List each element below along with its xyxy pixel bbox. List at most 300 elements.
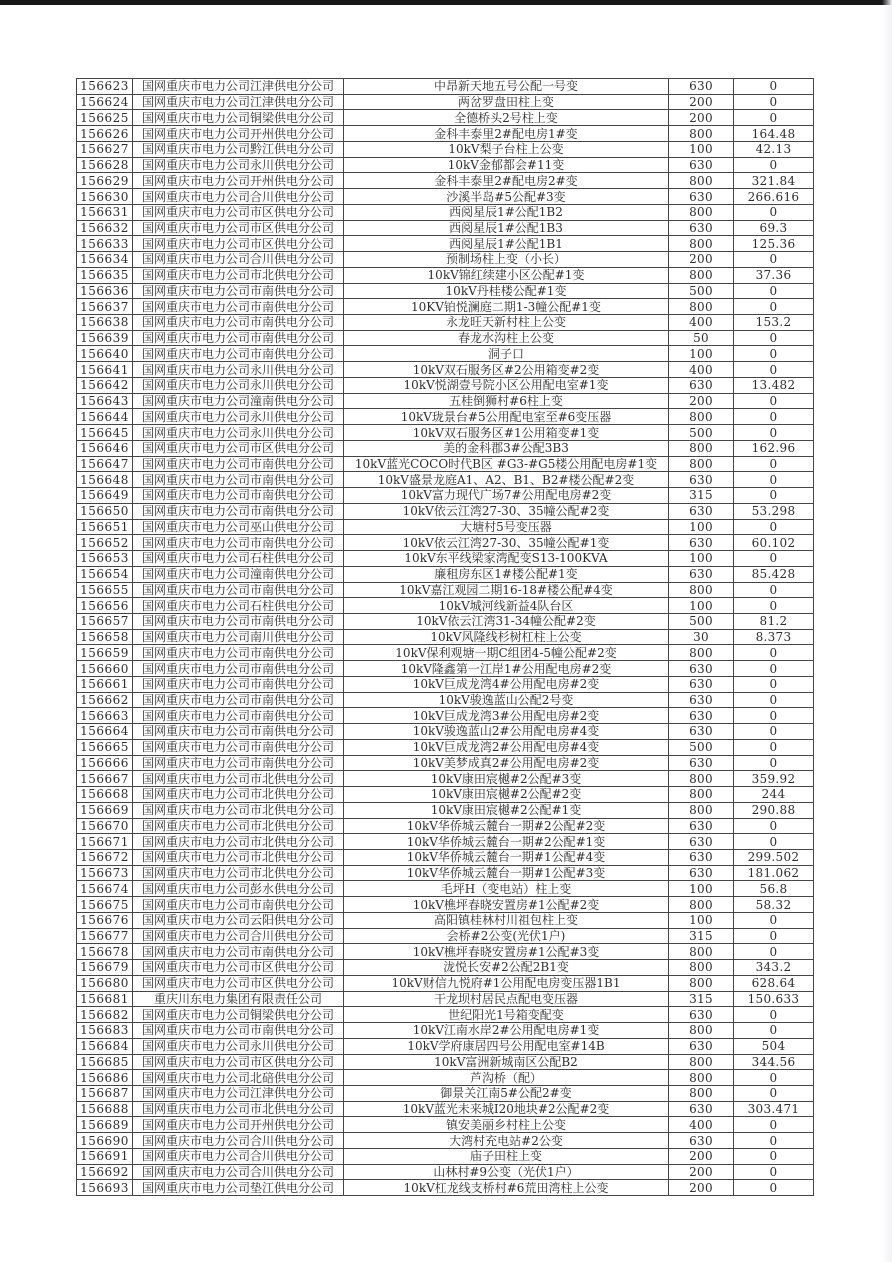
row-station-name-cell: 10kV珑景台#5公用配电室至#6变压器 <box>344 409 669 425</box>
table-row <box>77 818 814 834</box>
row-value-cell: 290.88 <box>734 802 814 818</box>
row-station-name-cell: 10KV铂悦澜庭二期1-3幢公配#1变 <box>344 299 669 315</box>
row-company-cell: 国网重庆市电力公司市南供电分公司 <box>133 503 344 519</box>
row-id-cell: 156675 <box>77 897 133 913</box>
row-station-name-cell: 永龙旺天新村柱上公变 <box>344 315 669 331</box>
row-id-cell: 156674 <box>77 881 133 897</box>
row-value-cell: 303.471 <box>734 1101 814 1117</box>
table-row <box>77 912 814 928</box>
row-station-name-cell: 10kV华侨城云麓台一期#2公配#1变 <box>344 834 669 850</box>
table-row <box>77 897 814 913</box>
row-station-name-cell: 10kV双石服务区#2公用箱变#2变 <box>344 362 669 378</box>
row-id-cell: 156665 <box>77 739 133 755</box>
row-station-name-cell: 10kV学府康居四号公用配电室#14B <box>344 1038 669 1054</box>
row-station-name-cell: 10kV杠龙线支桥村#6荒田湾柱上公变 <box>344 1180 669 1196</box>
row-value-cell: 0 <box>734 944 814 960</box>
row-station-name-cell: 金科丰泰里2#配电房2#变 <box>344 173 669 189</box>
table-row <box>77 503 814 519</box>
row-capacity-cell: 630 <box>669 1133 734 1149</box>
row-station-name-cell: 10kV嘉江观园二期16-18#楼公配#4变 <box>344 582 669 598</box>
row-value-cell: 0 <box>734 912 814 928</box>
row-id-cell: 156628 <box>77 157 133 173</box>
table-row <box>77 299 814 315</box>
row-value-cell: 0 <box>734 708 814 724</box>
row-station-name-cell: 10kV巨成龙湾3#公用配电房#2变 <box>344 708 669 724</box>
row-capacity-cell: 800 <box>669 267 734 283</box>
row-station-name-cell: 10kV江南水岸2#公用配电房#1变 <box>344 1023 669 1039</box>
table-row <box>77 141 814 157</box>
row-company-cell: 国网重庆市电力公司市南供电分公司 <box>133 708 344 724</box>
row-company-cell: 国网重庆市电力公司市南供电分公司 <box>133 330 344 346</box>
row-capacity-cell: 800 <box>669 440 734 456</box>
row-capacity-cell: 100 <box>669 881 734 897</box>
row-capacity-cell: 630 <box>669 566 734 582</box>
table-row <box>77 991 814 1007</box>
row-company-cell: 国网重庆市电力公司市北供电分公司 <box>133 834 344 850</box>
row-capacity-cell: 100 <box>669 551 734 567</box>
row-station-name-cell: 西阅星辰1#公配1B3 <box>344 220 669 236</box>
row-station-name-cell: 10kV财信九悦府#1公用配电房变压器1B1 <box>344 975 669 991</box>
table-row <box>77 236 814 252</box>
row-capacity-cell: 800 <box>669 802 734 818</box>
row-company-cell: 国网重庆市电力公司市南供电分公司 <box>133 724 344 740</box>
row-capacity-cell: 200 <box>669 1180 734 1196</box>
row-company-cell: 国网重庆市电力公司江津供电分公司 <box>133 79 344 95</box>
row-company-cell: 国网重庆市电力公司市北供电分公司 <box>133 1101 344 1117</box>
row-station-name-cell: 10kV华侨城云麓台一期#1公配#4变 <box>344 849 669 865</box>
row-company-cell: 国网重庆市电力公司开州供电分公司 <box>133 1117 344 1133</box>
row-company-cell: 国网重庆市电力公司彭水供电分公司 <box>133 881 344 897</box>
row-id-cell: 156632 <box>77 220 133 236</box>
row-company-cell: 国网重庆市电力公司开州供电分公司 <box>133 126 344 142</box>
row-id-cell: 156680 <box>77 975 133 991</box>
row-id-cell: 156662 <box>77 692 133 708</box>
table-row <box>77 440 814 456</box>
row-capacity-cell: 630 <box>669 1007 734 1023</box>
row-id-cell: 156653 <box>77 551 133 567</box>
row-company-cell: 国网重庆市电力公司市南供电分公司 <box>133 645 344 661</box>
row-capacity-cell: 630 <box>669 1101 734 1117</box>
row-capacity-cell: 50 <box>669 330 734 346</box>
row-company-cell: 国网重庆市电力公司江津供电分公司 <box>133 94 344 110</box>
table-row <box>77 204 814 220</box>
table-body <box>77 79 814 1196</box>
table-row <box>77 1101 814 1117</box>
row-id-cell: 156636 <box>77 283 133 299</box>
row-id-cell: 156635 <box>77 267 133 283</box>
row-company-cell: 国网重庆市电力公司市南供电分公司 <box>133 676 344 692</box>
row-capacity-cell: 100 <box>669 346 734 362</box>
row-station-name-cell: 10kV锦红续建小区公配#1变 <box>344 267 669 283</box>
table-row <box>77 708 814 724</box>
row-capacity-cell: 630 <box>669 79 734 95</box>
row-value-cell: 60.102 <box>734 535 814 551</box>
row-value-cell: 343.2 <box>734 960 814 976</box>
row-id-cell: 156688 <box>77 1101 133 1117</box>
row-company-cell: 国网重庆市电力公司巫山供电分公司 <box>133 519 344 535</box>
row-value-cell: 0 <box>734 1070 814 1086</box>
table-row <box>77 582 814 598</box>
row-capacity-cell: 630 <box>669 661 734 677</box>
row-id-cell: 156645 <box>77 425 133 441</box>
table-row <box>77 1054 814 1070</box>
row-id-cell: 156627 <box>77 141 133 157</box>
row-station-name-cell: 美的金科郡3#公配3B3 <box>344 440 669 456</box>
row-capacity-cell: 800 <box>669 1054 734 1070</box>
table-row <box>77 676 814 692</box>
row-value-cell: 0 <box>734 1180 814 1196</box>
row-value-cell: 164.48 <box>734 126 814 142</box>
row-company-cell: 国网重庆市电力公司潼南供电分公司 <box>133 393 344 409</box>
row-value-cell: 0 <box>734 79 814 95</box>
row-value-cell: 0 <box>734 598 814 614</box>
table-row <box>77 252 814 268</box>
row-capacity-cell: 630 <box>669 755 734 771</box>
row-value-cell: 0 <box>734 724 814 740</box>
row-company-cell: 国网重庆市电力公司南川供电分公司 <box>133 629 344 645</box>
row-station-name-cell: 10kV梨子台柱上公变 <box>344 141 669 157</box>
table-row <box>77 456 814 472</box>
row-id-cell: 156655 <box>77 582 133 598</box>
row-value-cell: 0 <box>734 362 814 378</box>
row-station-name-cell: 10kV隆鑫第一江岸1#公用配电房#2变 <box>344 661 669 677</box>
row-company-cell: 国网重庆市电力公司市南供电分公司 <box>133 739 344 755</box>
row-id-cell: 156681 <box>77 991 133 1007</box>
table-row <box>77 488 814 504</box>
row-id-cell: 156682 <box>77 1007 133 1023</box>
row-capacity-cell: 800 <box>669 1070 734 1086</box>
row-value-cell: 0 <box>734 1007 814 1023</box>
row-id-cell: 156666 <box>77 755 133 771</box>
row-station-name-cell: 西阅星辰1#公配1B1 <box>344 236 669 252</box>
row-capacity-cell: 800 <box>669 173 734 189</box>
row-value-cell: 359.92 <box>734 771 814 787</box>
row-capacity-cell: 630 <box>669 220 734 236</box>
row-capacity-cell: 315 <box>669 928 734 944</box>
row-value-cell: 0 <box>734 519 814 535</box>
row-company-cell: 国网重庆市电力公司永川供电分公司 <box>133 409 344 425</box>
row-id-cell: 156638 <box>77 315 133 331</box>
row-value-cell: 344.56 <box>734 1054 814 1070</box>
table-row <box>77 613 814 629</box>
table-row <box>77 425 814 441</box>
row-company-cell: 国网重庆市电力公司合川供电分公司 <box>133 189 344 205</box>
table-row <box>77 629 814 645</box>
row-value-cell: 266.616 <box>734 189 814 205</box>
row-value-cell: 56.8 <box>734 881 814 897</box>
row-company-cell: 国网重庆市电力公司合川供电分公司 <box>133 928 344 944</box>
row-id-cell: 156692 <box>77 1164 133 1180</box>
row-id-cell: 156661 <box>77 676 133 692</box>
row-capacity-cell: 800 <box>669 897 734 913</box>
table-row <box>77 377 814 393</box>
row-company-cell: 国网重庆市电力公司市区供电分公司 <box>133 1054 344 1070</box>
row-station-name-cell: 10kV康田宸樾#2公配#1变 <box>344 802 669 818</box>
row-id-cell: 156631 <box>77 204 133 220</box>
table-row <box>77 692 814 708</box>
row-capacity-cell: 630 <box>669 818 734 834</box>
row-station-name-cell: 10kV保利观塘一期C组团4-5幢公配#2变 <box>344 645 669 661</box>
table-row <box>77 834 814 850</box>
table-row <box>77 315 814 331</box>
row-station-name-cell: 高阳镇桂林村川祖包柱上变 <box>344 912 669 928</box>
row-capacity-cell: 630 <box>669 503 734 519</box>
table-row <box>77 787 814 803</box>
row-company-cell: 国网重庆市电力公司市北供电分公司 <box>133 771 344 787</box>
table-row <box>77 346 814 362</box>
row-station-name-cell: 会桥#2公变(光伏1户) <box>344 928 669 944</box>
row-company-cell: 国网重庆市电力公司市南供电分公司 <box>133 472 344 488</box>
row-station-name-cell: 预制场柱上变（小长） <box>344 252 669 268</box>
row-company-cell: 国网重庆市电力公司江津供电分公司 <box>133 1086 344 1102</box>
row-station-name-cell: 10kV双石服务区#1公用箱变#1变 <box>344 425 669 441</box>
row-id-cell: 156660 <box>77 661 133 677</box>
table-row <box>77 802 814 818</box>
row-id-cell: 156676 <box>77 912 133 928</box>
row-value-cell: 0 <box>734 645 814 661</box>
table-row <box>77 771 814 787</box>
row-value-cell: 150.633 <box>734 991 814 1007</box>
row-id-cell: 156650 <box>77 503 133 519</box>
row-capacity-cell: 630 <box>669 834 734 850</box>
row-id-cell: 156671 <box>77 834 133 850</box>
row-capacity-cell: 100 <box>669 141 734 157</box>
row-id-cell: 156647 <box>77 456 133 472</box>
row-id-cell: 156656 <box>77 598 133 614</box>
row-id-cell: 156629 <box>77 173 133 189</box>
table-row <box>77 79 814 95</box>
row-station-name-cell: 10kV依云江湾27-30、35幢公配#2变 <box>344 503 669 519</box>
row-station-name-cell: 两岔罗盘田柱上变 <box>344 94 669 110</box>
row-value-cell: 628.64 <box>734 975 814 991</box>
row-capacity-cell: 200 <box>669 110 734 126</box>
row-capacity-cell: 400 <box>669 362 734 378</box>
row-value-cell: 0 <box>734 1133 814 1149</box>
row-company-cell: 国网重庆市电力公司市南供电分公司 <box>133 755 344 771</box>
row-company-cell: 国网重庆市电力公司市区供电分公司 <box>133 440 344 456</box>
page-edge-shade <box>882 0 892 1262</box>
row-station-name-cell: 10kV樵坪春晓安置房#1公配#2变 <box>344 897 669 913</box>
row-station-name-cell: 10kV依云江湾27-30、35幢公配#1变 <box>344 535 669 551</box>
row-company-cell: 国网重庆市电力公司市南供电分公司 <box>133 283 344 299</box>
row-station-name-cell: 干龙坝村居民点配电变压器 <box>344 991 669 1007</box>
row-station-name-cell: 金科丰泰里2#配电房1#变 <box>344 126 669 142</box>
row-company-cell: 国网重庆市电力公司市南供电分公司 <box>133 692 344 708</box>
row-capacity-cell: 630 <box>669 472 734 488</box>
table-row <box>77 881 814 897</box>
table-row <box>77 173 814 189</box>
row-value-cell: 0 <box>734 346 814 362</box>
row-station-name-cell: 10kV盛景龙庭A1、A2、B1、B2#楼公配#2变 <box>344 472 669 488</box>
row-id-cell: 156683 <box>77 1023 133 1039</box>
row-company-cell: 国网重庆市电力公司市区供电分公司 <box>133 960 344 976</box>
row-company-cell: 国网重庆市电力公司市区供电分公司 <box>133 204 344 220</box>
row-value-cell: 69.3 <box>734 220 814 236</box>
row-station-name-cell: 世纪阳光1号箱变配变 <box>344 1007 669 1023</box>
row-capacity-cell: 400 <box>669 315 734 331</box>
row-station-name-cell: 10kV骏逸蓝山2#公用配电房#4变 <box>344 724 669 740</box>
table-row <box>77 1164 814 1180</box>
row-value-cell: 181.062 <box>734 865 814 881</box>
row-value-cell: 0 <box>734 661 814 677</box>
row-capacity-cell: 800 <box>669 126 734 142</box>
row-capacity-cell: 630 <box>669 157 734 173</box>
row-station-name-cell: 泷悦长安#2公配2B1变 <box>344 960 669 976</box>
row-company-cell: 国网重庆市电力公司石柱供电分公司 <box>133 551 344 567</box>
row-value-cell: 37.36 <box>734 267 814 283</box>
row-value-cell: 0 <box>734 551 814 567</box>
row-station-name-cell: 芦沟桥（配） <box>344 1070 669 1086</box>
row-id-cell: 156626 <box>77 126 133 142</box>
row-company-cell: 国网重庆市电力公司铜梁供电分公司 <box>133 110 344 126</box>
row-value-cell: 0 <box>734 928 814 944</box>
row-station-name-cell: 春龙水沟柱上公变 <box>344 330 669 346</box>
row-company-cell: 国网重庆市电力公司永川供电分公司 <box>133 377 344 393</box>
row-station-name-cell: 10kV樵坪春晓安置房#1公配#3变 <box>344 944 669 960</box>
row-capacity-cell: 800 <box>669 582 734 598</box>
row-value-cell: 0 <box>734 1164 814 1180</box>
row-station-name-cell: 西阅星辰1#公配1B2 <box>344 204 669 220</box>
row-company-cell: 国网重庆市电力公司市区供电分公司 <box>133 236 344 252</box>
row-station-name-cell: 10kV康田宸樾#2公配#3变 <box>344 771 669 787</box>
row-id-cell: 156641 <box>77 362 133 378</box>
row-capacity-cell: 630 <box>669 1038 734 1054</box>
row-company-cell: 国网重庆市电力公司永川供电分公司 <box>133 157 344 173</box>
row-company-cell: 国网重庆市电力公司潼南供电分公司 <box>133 566 344 582</box>
row-capacity-cell: 200 <box>669 1164 734 1180</box>
row-capacity-cell: 630 <box>669 849 734 865</box>
row-id-cell: 156679 <box>77 960 133 976</box>
row-id-cell: 156691 <box>77 1148 133 1164</box>
transformer-table <box>76 78 814 1196</box>
row-company-cell: 国网重庆市电力公司市南供电分公司 <box>133 1023 344 1039</box>
row-station-name-cell: 10kV丹桂楼公配#1变 <box>344 283 669 299</box>
row-station-name-cell: 10kV蓝光未来城I20地块#2公配#2变 <box>344 1101 669 1117</box>
table-row <box>77 645 814 661</box>
row-capacity-cell: 800 <box>669 409 734 425</box>
row-company-cell: 国网重庆市电力公司永川供电分公司 <box>133 362 344 378</box>
row-id-cell: 156654 <box>77 566 133 582</box>
table-row <box>77 409 814 425</box>
row-capacity-cell: 30 <box>669 629 734 645</box>
row-id-cell: 156684 <box>77 1038 133 1054</box>
row-station-name-cell: 洞子口 <box>344 346 669 362</box>
row-station-name-cell: 10kV富洲新城南区公配B2 <box>344 1054 669 1070</box>
table-row <box>77 960 814 976</box>
row-company-cell: 国网重庆市电力公司市南供电分公司 <box>133 315 344 331</box>
table-row <box>77 661 814 677</box>
table-row <box>77 157 814 173</box>
row-value-cell: 0 <box>734 1148 814 1164</box>
row-value-cell: 0 <box>734 818 814 834</box>
row-company-cell: 国网重庆市电力公司市南供电分公司 <box>133 488 344 504</box>
row-capacity-cell: 800 <box>669 787 734 803</box>
row-id-cell: 156668 <box>77 787 133 803</box>
table-row <box>77 755 814 771</box>
row-id-cell: 156658 <box>77 629 133 645</box>
row-station-name-cell: 镇安美丽乡村柱上公变 <box>344 1117 669 1133</box>
table-row <box>77 849 814 865</box>
row-capacity-cell: 800 <box>669 1086 734 1102</box>
row-company-cell: 国网重庆市电力公司市南供电分公司 <box>133 661 344 677</box>
row-capacity-cell: 315 <box>669 488 734 504</box>
row-id-cell: 156690 <box>77 1133 133 1149</box>
row-id-cell: 156633 <box>77 236 133 252</box>
row-station-name-cell: 10kV富力现代广场7#公用配电房#2变 <box>344 488 669 504</box>
table-row <box>77 724 814 740</box>
row-capacity-cell: 200 <box>669 1148 734 1164</box>
row-value-cell: 162.96 <box>734 440 814 456</box>
row-capacity-cell: 500 <box>669 425 734 441</box>
table-row <box>77 283 814 299</box>
row-capacity-cell: 500 <box>669 739 734 755</box>
row-value-cell: 244 <box>734 787 814 803</box>
table-row <box>77 519 814 535</box>
top-edge-bar <box>0 0 892 5</box>
row-company-cell: 国网重庆市电力公司合川供电分公司 <box>133 1164 344 1180</box>
row-company-cell: 国网重庆市电力公司垫江供电分公司 <box>133 1180 344 1196</box>
row-company-cell: 国网重庆市电力公司市南供电分公司 <box>133 456 344 472</box>
table-row <box>77 1007 814 1023</box>
table-row <box>77 865 814 881</box>
row-id-cell: 156669 <box>77 802 133 818</box>
row-company-cell: 国网重庆市电力公司市南供电分公司 <box>133 299 344 315</box>
row-capacity-cell: 630 <box>669 692 734 708</box>
row-capacity-cell: 630 <box>669 377 734 393</box>
row-capacity-cell: 800 <box>669 204 734 220</box>
row-value-cell: 0 <box>734 456 814 472</box>
row-station-name-cell: 山林村#9公变（光伏1户） <box>344 1164 669 1180</box>
row-company-cell: 国网重庆市电力公司市南供电分公司 <box>133 346 344 362</box>
row-value-cell: 58.32 <box>734 897 814 913</box>
row-company-cell: 国网重庆市电力公司市北供电分公司 <box>133 865 344 881</box>
row-id-cell: 156642 <box>77 377 133 393</box>
row-value-cell: 125.36 <box>734 236 814 252</box>
table-row <box>77 189 814 205</box>
table-row <box>77 1038 814 1054</box>
row-capacity-cell: 200 <box>669 94 734 110</box>
row-id-cell: 156693 <box>77 1180 133 1196</box>
row-company-cell: 国网重庆市电力公司市北供电分公司 <box>133 818 344 834</box>
row-station-name-cell: 庙子田柱上变 <box>344 1148 669 1164</box>
row-id-cell: 156667 <box>77 771 133 787</box>
row-value-cell: 0 <box>734 472 814 488</box>
row-id-cell: 156672 <box>77 849 133 865</box>
row-value-cell: 321.84 <box>734 173 814 189</box>
row-capacity-cell: 800 <box>669 236 734 252</box>
row-capacity-cell: 800 <box>669 975 734 991</box>
row-company-cell: 国网重庆市电力公司市北供电分公司 <box>133 787 344 803</box>
row-capacity-cell: 800 <box>669 456 734 472</box>
table-row <box>77 944 814 960</box>
row-id-cell: 156686 <box>77 1070 133 1086</box>
table-row <box>77 393 814 409</box>
row-id-cell: 156651 <box>77 519 133 535</box>
row-value-cell: 0 <box>734 692 814 708</box>
row-company-cell: 国网重庆市电力公司市区供电分公司 <box>133 220 344 236</box>
row-station-name-cell: 10kV华侨城云麓台一期#2公配#2变 <box>344 818 669 834</box>
row-id-cell: 156637 <box>77 299 133 315</box>
row-value-cell: 0 <box>734 409 814 425</box>
row-value-cell: 0 <box>734 330 814 346</box>
row-company-cell: 国网重庆市电力公司铜梁供电分公司 <box>133 1007 344 1023</box>
row-value-cell: 0 <box>734 582 814 598</box>
table-row <box>77 739 814 755</box>
row-value-cell: 504 <box>734 1038 814 1054</box>
row-station-name-cell: 10kV城河线新益4队台区 <box>344 598 669 614</box>
row-station-name-cell: 毛坪H（变电站）柱上变 <box>344 881 669 897</box>
row-id-cell: 156646 <box>77 440 133 456</box>
